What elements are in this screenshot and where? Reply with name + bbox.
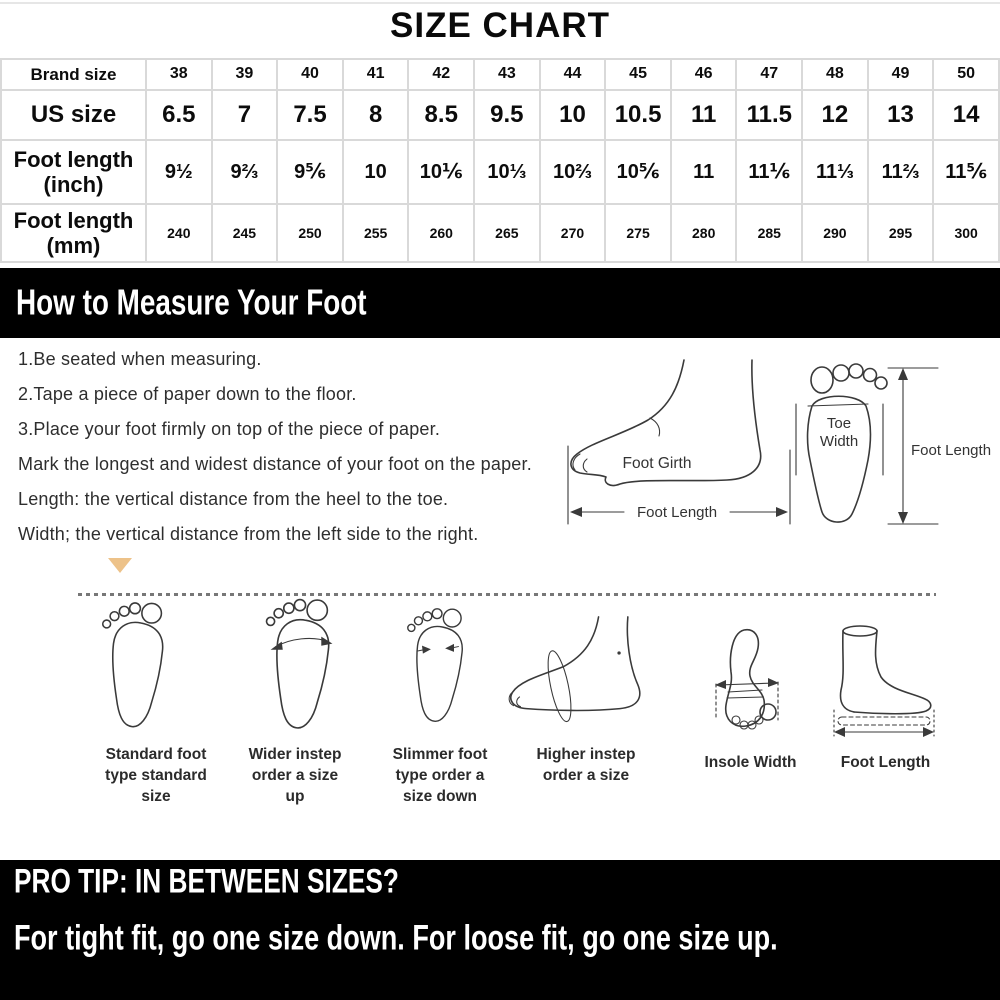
- size-cell: 280: [671, 204, 737, 262]
- size-cell: 50: [933, 59, 999, 90]
- caption-line: size: [141, 788, 171, 805]
- size-cell: 10⅓: [474, 140, 540, 204]
- size-cell: 10: [343, 140, 409, 204]
- size-cell: 46: [671, 59, 737, 90]
- size-cell: 12: [802, 90, 868, 140]
- size-row-label: Brand size: [1, 59, 146, 90]
- size-cell: 49: [868, 59, 934, 90]
- higher-instep-illustration: [500, 612, 662, 734]
- caption-line: up: [285, 788, 305, 805]
- caption-line: Higher instep: [536, 746, 636, 763]
- size-cell: 13: [868, 90, 934, 140]
- size-cell: 7: [212, 90, 278, 140]
- size-cell: 9⅔: [212, 140, 278, 204]
- caption-line: Insole Width: [704, 754, 797, 771]
- foot-girth-label: Foot Girth: [622, 455, 692, 472]
- caption-slimmer-foot: [376, 744, 504, 807]
- caption-line: Slimmer foot: [392, 746, 488, 763]
- size-cell: 10⅔: [540, 140, 606, 204]
- size-cell: 10.5: [605, 90, 671, 140]
- size-row-label: Foot length (inch): [1, 140, 146, 204]
- size-table-row: [1, 59, 999, 90]
- size-cell: 11⅙: [736, 140, 802, 204]
- size-cell: 41: [343, 59, 409, 90]
- size-cell: 38: [146, 59, 212, 90]
- size-cell: 250: [277, 204, 343, 262]
- size-table-row: [1, 90, 999, 140]
- top-divider: [0, 2, 1000, 4]
- instruction-line: Mark the longest and widest distance of your foot on the paper.: [18, 454, 532, 474]
- size-cell: 42: [408, 59, 474, 90]
- size-cell: 6.5: [146, 90, 212, 140]
- size-cell: 255: [343, 204, 409, 262]
- pro-tip-heading: PRO TIP: IN BETWEEN SIZES?: [14, 861, 399, 901]
- instruction-line: Width; the vertical distance from the left side to the right.: [18, 524, 479, 544]
- size-cell: 11⅓: [802, 140, 868, 204]
- instruction-line: 1.Be seated when measuring.: [18, 349, 262, 369]
- size-table-row: [1, 204, 999, 262]
- orange-marker-icon: [108, 558, 132, 573]
- measure-instructions: [18, 350, 578, 560]
- foot-length-illustration: [828, 622, 940, 740]
- caption-line: Foot Length: [840, 754, 931, 771]
- size-cell: 10⅚: [605, 140, 671, 204]
- size-cell: 275: [605, 204, 671, 262]
- caption-line: size down: [402, 788, 478, 805]
- standard-foot-illustration: [92, 597, 180, 737]
- size-cell: 48: [802, 59, 868, 90]
- caption-foot-length: [828, 752, 943, 773]
- size-cell: 265: [474, 204, 540, 262]
- size-cell: 7.5: [277, 90, 343, 140]
- size-cell: 11⅚: [933, 140, 999, 204]
- top-foot-length-label: Foot Length: [910, 442, 992, 459]
- size-cell: 47: [736, 59, 802, 90]
- size-cell: 240: [146, 204, 212, 262]
- top-foot-diagram: [788, 360, 1000, 538]
- size-cell: 11: [671, 140, 737, 204]
- size-cell: 14: [933, 90, 999, 140]
- size-cell: 285: [736, 204, 802, 262]
- size-cell: 39: [212, 59, 278, 90]
- size-cell: 290: [802, 204, 868, 262]
- size-cell: 44: [540, 59, 606, 90]
- side-foot-length-label: Foot Length: [636, 504, 718, 521]
- measure-heading-banner: [0, 268, 1000, 338]
- toe-width-label: Toe: [826, 415, 852, 432]
- baseline-dotted-line: [78, 593, 936, 596]
- size-cell: 11⅔: [868, 140, 934, 204]
- caption-line: Wider instep: [248, 746, 342, 763]
- size-cell: 8.5: [408, 90, 474, 140]
- caption-line: type order a: [395, 767, 485, 784]
- size-cell: 9.5: [474, 90, 540, 140]
- size-table-row: [1, 140, 999, 204]
- instruction-line: 2.Tape a piece of paper down to the floor.: [18, 384, 357, 404]
- size-cell: 9½: [146, 140, 212, 204]
- size-cell: 295: [868, 204, 934, 262]
- size-cell: 10: [540, 90, 606, 140]
- size-table-body: [1, 59, 999, 262]
- caption-higher-instep: [514, 744, 658, 786]
- measure-heading: How to Measure Your Foot: [16, 282, 367, 323]
- size-cell: 10⅙: [408, 140, 474, 204]
- size-cell: 260: [408, 204, 474, 262]
- caption-line: type standard: [105, 767, 207, 784]
- size-cell: 43: [474, 59, 540, 90]
- caption-wider-instep: [233, 744, 357, 807]
- size-cell: 9⅚: [277, 140, 343, 204]
- size-cell: 11.5: [736, 90, 802, 140]
- instruction-line: 3.Place your foot firmly on top of the piece of paper.: [18, 419, 441, 439]
- size-cell: 45: [605, 59, 671, 90]
- size-row-label: Foot length (mm): [1, 204, 146, 262]
- side-foot-diagram: [562, 356, 797, 536]
- size-table: [0, 58, 1000, 263]
- size-cell: 270: [540, 204, 606, 262]
- pro-tip-body: For tight fit, go one size down. For loose fit, go one size up.: [14, 917, 778, 958]
- instruction-line: Length: the vertical distance from the heel to the toe.: [18, 489, 449, 509]
- pro-tip-banner: [0, 860, 1000, 1000]
- size-cell: 245: [212, 204, 278, 262]
- caption-line: order a size: [251, 767, 339, 784]
- page-title: SIZE CHART: [390, 6, 610, 45]
- wider-instep-illustration: [250, 595, 352, 737]
- size-cell: 11: [671, 90, 737, 140]
- slimmer-foot-illustration: [398, 598, 478, 736]
- size-cell: 8: [343, 90, 409, 140]
- size-cell: 300: [933, 204, 999, 262]
- size-cell: 40: [277, 59, 343, 90]
- caption-insole-width: [693, 752, 808, 773]
- caption-line: Standard foot: [105, 746, 207, 763]
- size-row-label: US size: [1, 90, 146, 140]
- insole-width-illustration: [712, 626, 784, 738]
- toe-width-label2: Width: [819, 433, 859, 450]
- caption-standard-foot: [92, 744, 220, 807]
- caption-line: order a size: [542, 767, 630, 784]
